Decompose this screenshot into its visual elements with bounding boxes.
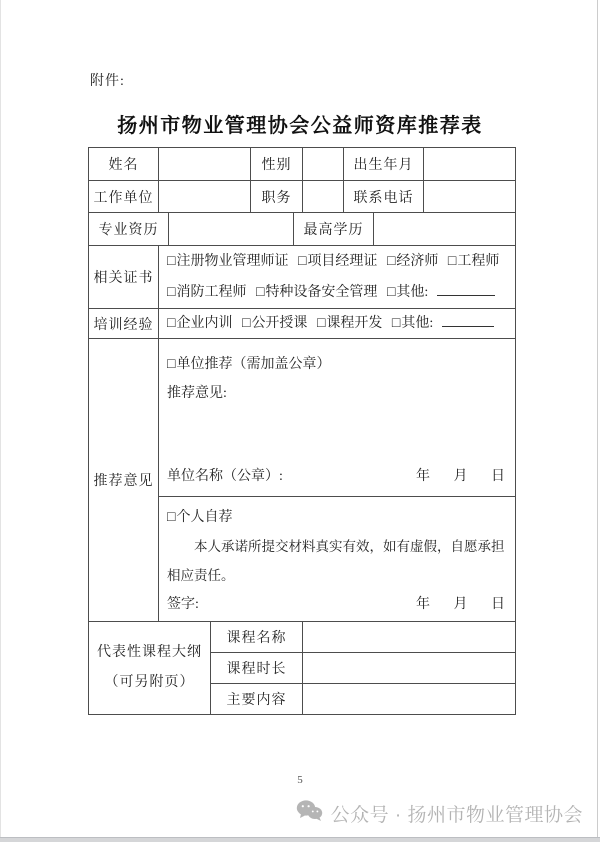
unit-recommendation-cell bbox=[159, 339, 516, 497]
course-duration-value-cell bbox=[303, 653, 516, 684]
course-outline-label-line1: 代表性课程大纲 bbox=[97, 645, 202, 660]
certificates-label: 相关证书 bbox=[89, 246, 159, 309]
training-options-cell bbox=[159, 309, 516, 339]
checkbox-option-label: 注册物业管理师证 bbox=[176, 254, 289, 269]
checkbox-option-other-training bbox=[392, 316, 433, 331]
checkbox-option-fire-engineer bbox=[167, 285, 246, 300]
certificates-options-cell bbox=[159, 246, 516, 309]
self-recommendation-option bbox=[167, 503, 507, 532]
table-row bbox=[89, 213, 516, 246]
date-fields bbox=[416, 590, 505, 619]
self-sign-label: 签字: bbox=[167, 597, 199, 612]
table-row bbox=[89, 148, 516, 181]
work-unit-value-cell bbox=[159, 181, 251, 213]
course-name-label: 课程名称 bbox=[211, 622, 303, 653]
qualification-label: 专业资历 bbox=[89, 213, 169, 246]
checkbox-option-label: 特种设备安全管理 bbox=[265, 285, 378, 300]
checkbox-unchecked-icon: □ bbox=[447, 254, 457, 269]
page-title: 扬州市物业管理协会公益师资库推荐表 bbox=[117, 115, 483, 137]
checkbox-option-other-certificate bbox=[387, 285, 428, 300]
watermark-text: 公众号 · 扬州市物业管理协会 bbox=[330, 805, 583, 826]
date-fields bbox=[416, 465, 505, 485]
checkbox-unchecked-icon: □ bbox=[167, 254, 176, 269]
training-line bbox=[159, 310, 515, 338]
table-row bbox=[89, 246, 516, 309]
checkbox-option-label: 消防工程师 bbox=[176, 285, 247, 300]
checkbox-unchecked-icon: □ bbox=[167, 510, 176, 525]
wechat-watermark bbox=[296, 799, 583, 828]
qualification-value-cell bbox=[169, 213, 294, 246]
training-table bbox=[88, 308, 516, 339]
course-content-value-cell bbox=[303, 684, 516, 715]
fill-in-blank-line bbox=[442, 311, 494, 327]
unit-opinion-label: 推荐意见: bbox=[167, 386, 227, 401]
recommendation-label: 推荐意见 bbox=[89, 339, 159, 622]
checkbox-unchecked-icon: □ bbox=[167, 357, 176, 372]
self-recommendation-cell bbox=[159, 497, 516, 622]
qualification-table bbox=[88, 212, 516, 246]
checkbox-option-engineer bbox=[448, 254, 499, 269]
checkbox-unchecked-icon: □ bbox=[167, 285, 176, 300]
name-label: 姓名 bbox=[89, 148, 159, 181]
name-value-cell bbox=[159, 148, 251, 181]
phone-label: 联系电话 bbox=[344, 181, 424, 213]
checkbox-option-label: 其他: bbox=[396, 285, 429, 300]
education-label: 最高学历 bbox=[294, 213, 374, 246]
gender-value-cell bbox=[303, 148, 344, 181]
education-value-cell bbox=[374, 213, 516, 246]
year-label: 年 bbox=[416, 597, 430, 612]
checkbox-option-internal-training bbox=[167, 316, 232, 331]
page-number: 5 bbox=[297, 774, 303, 786]
birth-value-cell bbox=[424, 148, 516, 181]
checkbox-option-label: 课程开发 bbox=[326, 315, 383, 331]
checkbox-option-course-development bbox=[317, 316, 382, 331]
recommendation-table bbox=[88, 338, 516, 622]
day-label: 日 bbox=[491, 469, 505, 484]
checkbox-option-label: 企业内训 bbox=[176, 315, 233, 331]
bottom-bar bbox=[0, 837, 600, 842]
checkbox-option-special-equipment bbox=[256, 285, 377, 300]
basic-info-table bbox=[88, 147, 516, 213]
course-name-value-cell bbox=[303, 622, 516, 653]
gender-label: 性别 bbox=[251, 148, 303, 181]
checkbox-unchecked-icon: □ bbox=[386, 285, 396, 300]
checkbox-unchecked-icon: □ bbox=[386, 254, 396, 269]
course-outline-label bbox=[89, 622, 211, 715]
unit-recommendation-option bbox=[167, 350, 507, 379]
checkbox-option-label: 项目经理证 bbox=[307, 254, 378, 269]
table-row bbox=[89, 339, 516, 497]
year-label: 年 bbox=[416, 469, 430, 484]
course-outline-table bbox=[88, 621, 516, 715]
work-unit-label: 工作单位 bbox=[89, 181, 159, 213]
birth-label: 出生年月 bbox=[344, 148, 424, 181]
certificates-line-2 bbox=[159, 277, 515, 308]
checkbox-unchecked-icon: □ bbox=[297, 254, 307, 269]
checkbox-unchecked-icon: □ bbox=[167, 315, 176, 331]
checkbox-unchecked-icon: □ bbox=[391, 315, 401, 331]
self-pledge-text: 本人承诺所提交材料真实有效，如有虚假，自愿承担相应责任。 bbox=[167, 539, 505, 583]
day-label: 日 bbox=[491, 597, 505, 612]
table-row bbox=[89, 309, 516, 339]
certificates-line-1 bbox=[159, 246, 515, 277]
phone-value-cell bbox=[424, 181, 516, 213]
position-label: 职务 bbox=[251, 181, 303, 213]
recommendation-form-table bbox=[88, 147, 516, 715]
checkbox-option-label: 单位推荐（需加盖公章） bbox=[176, 357, 331, 372]
month-label: 月 bbox=[453, 597, 468, 612]
checkbox-option-label: 工程师 bbox=[457, 254, 500, 269]
fill-in-blank-line bbox=[437, 280, 495, 296]
checkbox-option-public-lecture bbox=[242, 316, 307, 331]
training-label: 培训经验 bbox=[89, 309, 159, 339]
self-signature-row bbox=[167, 590, 507, 619]
checkbox-unchecked-icon: □ bbox=[316, 315, 326, 331]
checkbox-unchecked-icon: □ bbox=[255, 285, 265, 300]
unit-signature-row bbox=[167, 465, 505, 485]
checkbox-option-label: 其他: bbox=[401, 315, 434, 331]
checkbox-unchecked-icon: □ bbox=[241, 315, 251, 331]
checkbox-option-label: 个人自荐 bbox=[176, 510, 233, 525]
course-outline-label-line2: （可另附页） bbox=[104, 675, 195, 690]
course-duration-label: 课程时长 bbox=[211, 653, 303, 684]
course-content-label: 主要内容 bbox=[211, 684, 303, 715]
wechat-icon bbox=[296, 799, 323, 828]
checkbox-option-project-manager-cert bbox=[298, 254, 377, 269]
checkbox-option-registered-pm-cert bbox=[167, 254, 288, 269]
checkbox-option-label: 经济师 bbox=[396, 254, 439, 269]
checkbox-option-label: 公开授课 bbox=[251, 315, 308, 331]
table-row bbox=[89, 622, 516, 653]
position-value-cell bbox=[303, 181, 344, 213]
certificates-table bbox=[88, 245, 516, 309]
unit-sign-label: 单位名称（公章）: bbox=[167, 469, 283, 484]
month-label: 月 bbox=[453, 469, 468, 484]
table-row bbox=[89, 181, 516, 213]
attachment-label: 附件: bbox=[90, 74, 125, 89]
checkbox-option-economist bbox=[387, 254, 438, 269]
